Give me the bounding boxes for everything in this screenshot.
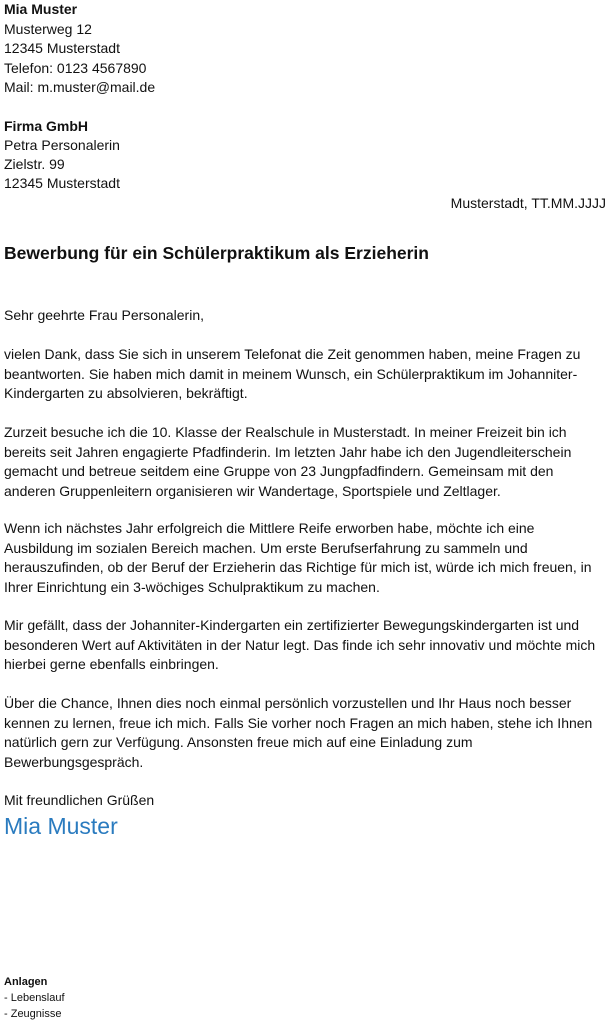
- paragraph-text: Zurzeit besuche ich die 10. Klasse der Realschule in Musterstadt. In meiner Freizeit bin ich bereits seit Jahren engagierte Pfadfinderin. Im letzten Jahr habe ich den Jugendleiterschein gemacht und betreue seitdem eine Gruppe von 23 Jungpfadfindern. Gemeinsam mit den anderen Gruppenleitern organisieren wir Wandertage, Sportspiele und Zeltlager.: [4, 424, 572, 499]
- salutation: [4, 306, 606, 326]
- attachment-item: - Zeugnisse: [4, 1008, 62, 1020]
- salutation-text: Sehr geehrte Frau Personalerin,: [4, 307, 204, 323]
- attachment-item: - Lebenslauf: [4, 992, 65, 1004]
- closing-text: Mit freundlichen Grüßen: [4, 792, 155, 808]
- closing: [4, 791, 606, 811]
- letter-subject: Bewerbung für ein Schülerpraktikum als Erzieherin: [4, 243, 429, 263]
- paragraph: [4, 616, 606, 675]
- paragraph-text: vielen Dank, dass Sie sich in unserem Telefonat die Zeit genommen haben, meine Fragen zu beantworten. Sie haben mich damit in meinem Wunsch, ein Schülerpraktikum im Johanniter-Kindergarten zu absolvieren, bekräftigt.: [4, 346, 581, 401]
- paragraph-text: Wenn ich nächstes Jahr erfolgreich die Mittlere Reife erworben habe, möchte ich eine Ausbildung im sozialen Bereich machen. Um erste Berufserfahrung zu sammeln und herauszufinden, ob der Beruf der Erzieherin das Richtige für mich ist, würde ich mich freuen, in Ihrer Einrichtung ein 3-wöchiges Schulpraktikum zu machen.: [4, 520, 592, 595]
- signature: Mia Muster: [4, 813, 118, 839]
- attachments-block: [4, 974, 65, 1022]
- paragraph-text: Über die Chance, Ihnen dies noch einmal persönlich vorzustellen und Ihr Haus noch besser kennen zu lernen, freue ich mich. Falls Sie vorher noch Fragen an mich haben, stehe ich Ihnen natürlich gern zur Verfügung. Ansonsten freue mich auf eine Einladung zum Bewerbungsgespräch.: [4, 695, 593, 770]
- recipient-block: [4, 117, 120, 193]
- sender-street: Musterweg 12: [4, 20, 92, 37]
- recipient-street: Zielstr. 99: [4, 156, 65, 172]
- paragraph: [4, 345, 606, 404]
- recipient-city: 12345 Musterstadt: [4, 175, 120, 191]
- paragraph: [4, 423, 606, 501]
- recipient-company: Firma GmbH: [4, 118, 89, 134]
- letter-date: Musterstadt, TT.MM.JJJJ: [450, 195, 606, 211]
- sender-name: Mia Muster: [4, 1, 78, 17]
- attachments-heading: Anlagen: [4, 976, 48, 988]
- paragraph: [4, 694, 606, 772]
- paragraph-text: Mir gefällt, dass der Johanniter-Kindergarten ein zertifizierter Bewegungskindergarten ist und besonderen Wert auf Aktivitäten in der Natur legt. Das finde ich sehr innovativ und möchte mich hierbei gerne ebenfalls einbringen.: [4, 617, 596, 672]
- sender-mail: Mail: m.muster@mail.de: [4, 79, 156, 95]
- sender-city: 12345 Musterstadt: [4, 40, 120, 56]
- paragraph: [4, 519, 606, 597]
- sender-block: [4, 0, 155, 98]
- recipient-person: Petra Personalerin: [4, 137, 120, 153]
- sender-phone: Telefon: 0123 4567890: [4, 59, 147, 76]
